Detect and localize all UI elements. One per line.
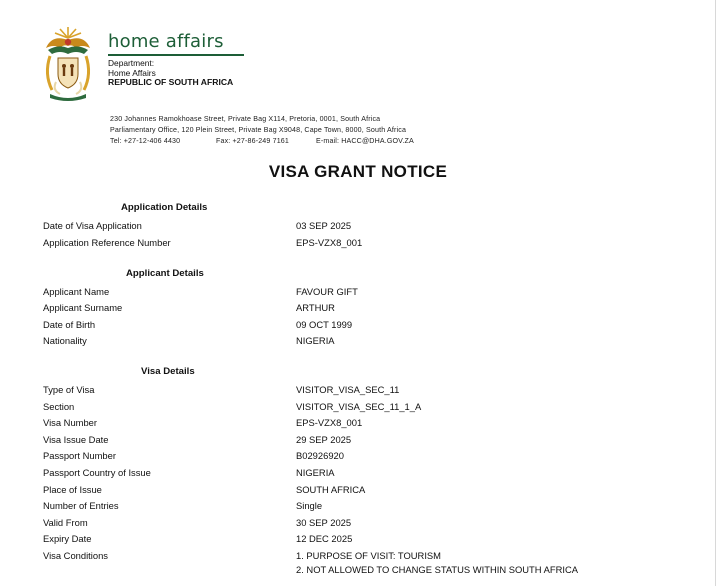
detail-row	[43, 384, 399, 396]
detail-label: Date of Visa Application	[43, 220, 142, 231]
address-line-cape-town: Parliamentary Office, 120 Plein Street, Private Bag X9048, Cape Town, 8000, South Africa	[110, 126, 407, 134]
email: E-mail: HACC@DHA.GOV.ZA	[316, 137, 414, 145]
detail-label: Visa Number	[43, 417, 98, 428]
detail-value: 1. PURPOSE OF VISIT: TOURISM	[296, 550, 441, 561]
department-branding	[108, 32, 244, 88]
detail-row	[43, 220, 351, 232]
detail-label: Number of Entries	[43, 500, 119, 511]
detail-value: 03 SEP 2025	[296, 220, 352, 231]
section-heading-applicant: Applicant Details	[126, 268, 204, 279]
detail-row	[43, 319, 352, 331]
contact-line	[110, 136, 414, 147]
detail-label: Date of Birth	[43, 319, 96, 330]
detail-label: Passport Country of Issue	[43, 467, 151, 478]
fax: Fax: +27-86-249 7161	[216, 137, 290, 145]
department-name: Home Affairs	[108, 67, 156, 78]
section-heading-application: Application Details	[121, 202, 208, 213]
south-africa-coat-of-arms-icon	[38, 24, 98, 102]
detail-row	[43, 550, 441, 562]
notice-title: VISA GRANT NOTICE	[268, 162, 448, 181]
detail-value: B02926920	[296, 450, 344, 461]
detail-value: 29 SEP 2025	[296, 434, 352, 445]
detail-row	[43, 484, 365, 496]
detail-value: EPS-VZX8_001	[296, 417, 363, 428]
detail-row	[43, 417, 362, 429]
country-name: REPUBLIC OF SOUTH AFRICA	[108, 77, 234, 87]
detail-label: Expiry Date	[43, 533, 92, 544]
detail-value: VISITOR_VISA_SEC_11	[296, 384, 400, 395]
detail-row	[43, 237, 362, 249]
department-block	[108, 59, 244, 88]
detail-label: Section	[43, 401, 75, 412]
detail-row	[43, 517, 351, 529]
detail-label: Valid From	[43, 517, 88, 528]
brand-title: home affairs	[108, 31, 224, 52]
detail-row	[43, 335, 335, 347]
detail-value: NIGERIA	[296, 335, 335, 346]
detail-label: Application Reference Number	[43, 237, 171, 248]
detail-label: Applicant Surname	[43, 302, 123, 313]
detail-value: SOUTH AFRICA	[296, 484, 366, 495]
detail-label: Place of Issue	[43, 484, 102, 495]
detail-value: Single	[296, 500, 323, 511]
detail-label: Visa Issue Date	[43, 434, 109, 445]
address-block	[110, 114, 414, 147]
detail-label: Nationality	[43, 335, 87, 346]
detail-label: Applicant Name	[43, 286, 110, 297]
detail-row	[43, 467, 335, 479]
department-label: Department:	[108, 58, 155, 68]
detail-row	[43, 286, 358, 298]
detail-label: Visa Conditions	[43, 550, 108, 561]
detail-row	[43, 401, 421, 413]
visa-condition-2: 2. NOT ALLOWED TO CHANGE STATUS WITHIN SOUTH AFRICA	[296, 564, 578, 575]
detail-row	[43, 500, 322, 512]
detail-value: NIGERIA	[296, 467, 335, 478]
detail-value: 09 OCT 1999	[296, 319, 353, 330]
detail-value: VISITOR_VISA_SEC_11_1_A	[296, 401, 422, 412]
detail-row	[43, 450, 344, 462]
telephone: Tel: +27-12-406 4430	[110, 137, 181, 145]
detail-label: Type of Visa	[43, 384, 95, 395]
detail-row	[43, 302, 335, 314]
detail-row	[43, 533, 352, 545]
detail-row	[43, 434, 351, 446]
detail-value: 12 DEC 2025	[296, 533, 353, 544]
detail-value: 30 SEP 2025	[296, 517, 352, 528]
brand-rule	[108, 54, 244, 56]
detail-value: ARTHUR	[296, 302, 335, 313]
detail-value: FAVOUR GIFT	[296, 286, 358, 297]
address-line-pretoria: 230 Johannes Ramokhoase Street, Private Bag X114, Pretoria, 0001, South Africa	[110, 115, 381, 123]
detail-value: EPS-VZX8_001	[296, 237, 363, 248]
detail-label: Passport Number	[43, 450, 116, 461]
section-heading-visa: Visa Details	[141, 366, 195, 377]
